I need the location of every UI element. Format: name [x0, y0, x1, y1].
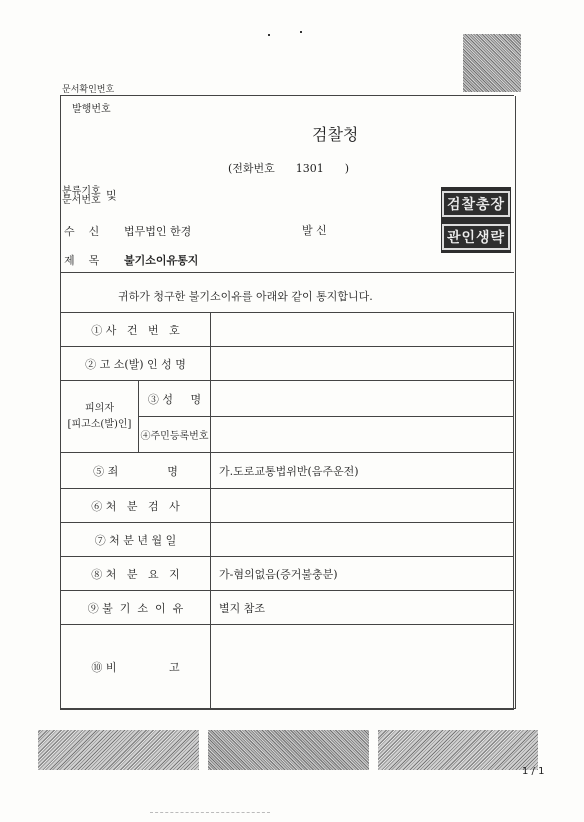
classification-label	[62, 187, 101, 205]
table-row	[61, 625, 514, 710]
table-row	[61, 313, 514, 347]
table-row	[61, 557, 514, 591]
intro-text: 귀하가 청구한 불기소이유를 아래와 같이 통지합니다.	[118, 290, 373, 303]
suspect-label: 피의자	[85, 402, 114, 414]
recipient-value: 법무법인 한경	[124, 225, 192, 238]
crime-label: ⑤ 죄 명	[61, 453, 211, 489]
table-row	[61, 347, 514, 381]
classification-label-line2: 문서번호	[62, 195, 101, 206]
non-prosecution-reason-value: 별지 참조	[211, 591, 514, 625]
prosecutor-label: ⑥ 처 분 검 사	[61, 489, 211, 523]
disposition-date-label: ⑦ 처 분 년 월 일	[61, 523, 211, 557]
table-row	[61, 523, 514, 557]
sender-label: 발 신	[302, 224, 327, 237]
suspect-sub-label: [피고소(발)인]	[67, 418, 132, 430]
issue-number-label: 발행번호	[72, 104, 111, 115]
seal-line-1: 검찰총장	[442, 191, 510, 217]
speck	[268, 34, 270, 36]
recipient-label: 수 신	[64, 225, 100, 238]
complainant-label: ② 고 소(발) 인 성 명	[61, 347, 211, 381]
speck	[300, 31, 302, 33]
name-value	[211, 381, 514, 417]
classification-label-line1: 분류기호	[62, 186, 101, 197]
classification-and: 및	[106, 189, 117, 202]
rrn-label: ④주민등록번호	[139, 417, 211, 453]
case-number-label: ① 사 건 번 호	[61, 313, 211, 347]
disposition-summary-value: 가-혐의없음(증거불충분)	[211, 557, 514, 591]
page-number: 1 / 1	[522, 766, 545, 777]
table-row	[61, 381, 514, 417]
organization-title: 검찰청	[312, 125, 359, 144]
case-number-value	[211, 313, 514, 347]
complainant-value	[211, 347, 514, 381]
redacted-block-top-right	[463, 34, 521, 92]
rrn-value	[211, 417, 514, 453]
notice-table	[60, 312, 514, 710]
redacted-block-bottom-right	[378, 730, 538, 770]
remarks-label: ⑩ 비 고	[61, 625, 211, 710]
non-prosecution-reason-label: ⑨ 불 기 소 이 유	[61, 591, 211, 625]
name-label: ③ 성 명	[139, 381, 211, 417]
suspect-group-label	[61, 381, 139, 453]
disposition-summary-label: ⑧ 처 분 요 지	[61, 557, 211, 591]
redacted-block-bottom-middle	[208, 730, 369, 770]
bottom-faint-line	[150, 812, 270, 813]
document-check-number-label: 문서확인번호	[62, 85, 115, 95]
crime-value: 가.도로교통법위반(음주운전)	[211, 453, 514, 489]
prosecutor-value	[211, 489, 514, 523]
redacted-block-bottom-left	[38, 730, 199, 770]
table-row	[61, 489, 514, 523]
subject-value: 불기소이유통지	[124, 254, 199, 267]
seal-line-2: 관인생략	[442, 224, 510, 250]
table-row	[61, 453, 514, 489]
table-row	[61, 591, 514, 625]
phone-number: (전화번호 1301 )	[228, 162, 350, 175]
subject-label: 제 목	[64, 254, 100, 267]
official-seal	[441, 187, 511, 253]
subject-divider	[60, 272, 514, 273]
disposition-date-value	[211, 523, 514, 557]
remarks-value	[211, 625, 514, 710]
